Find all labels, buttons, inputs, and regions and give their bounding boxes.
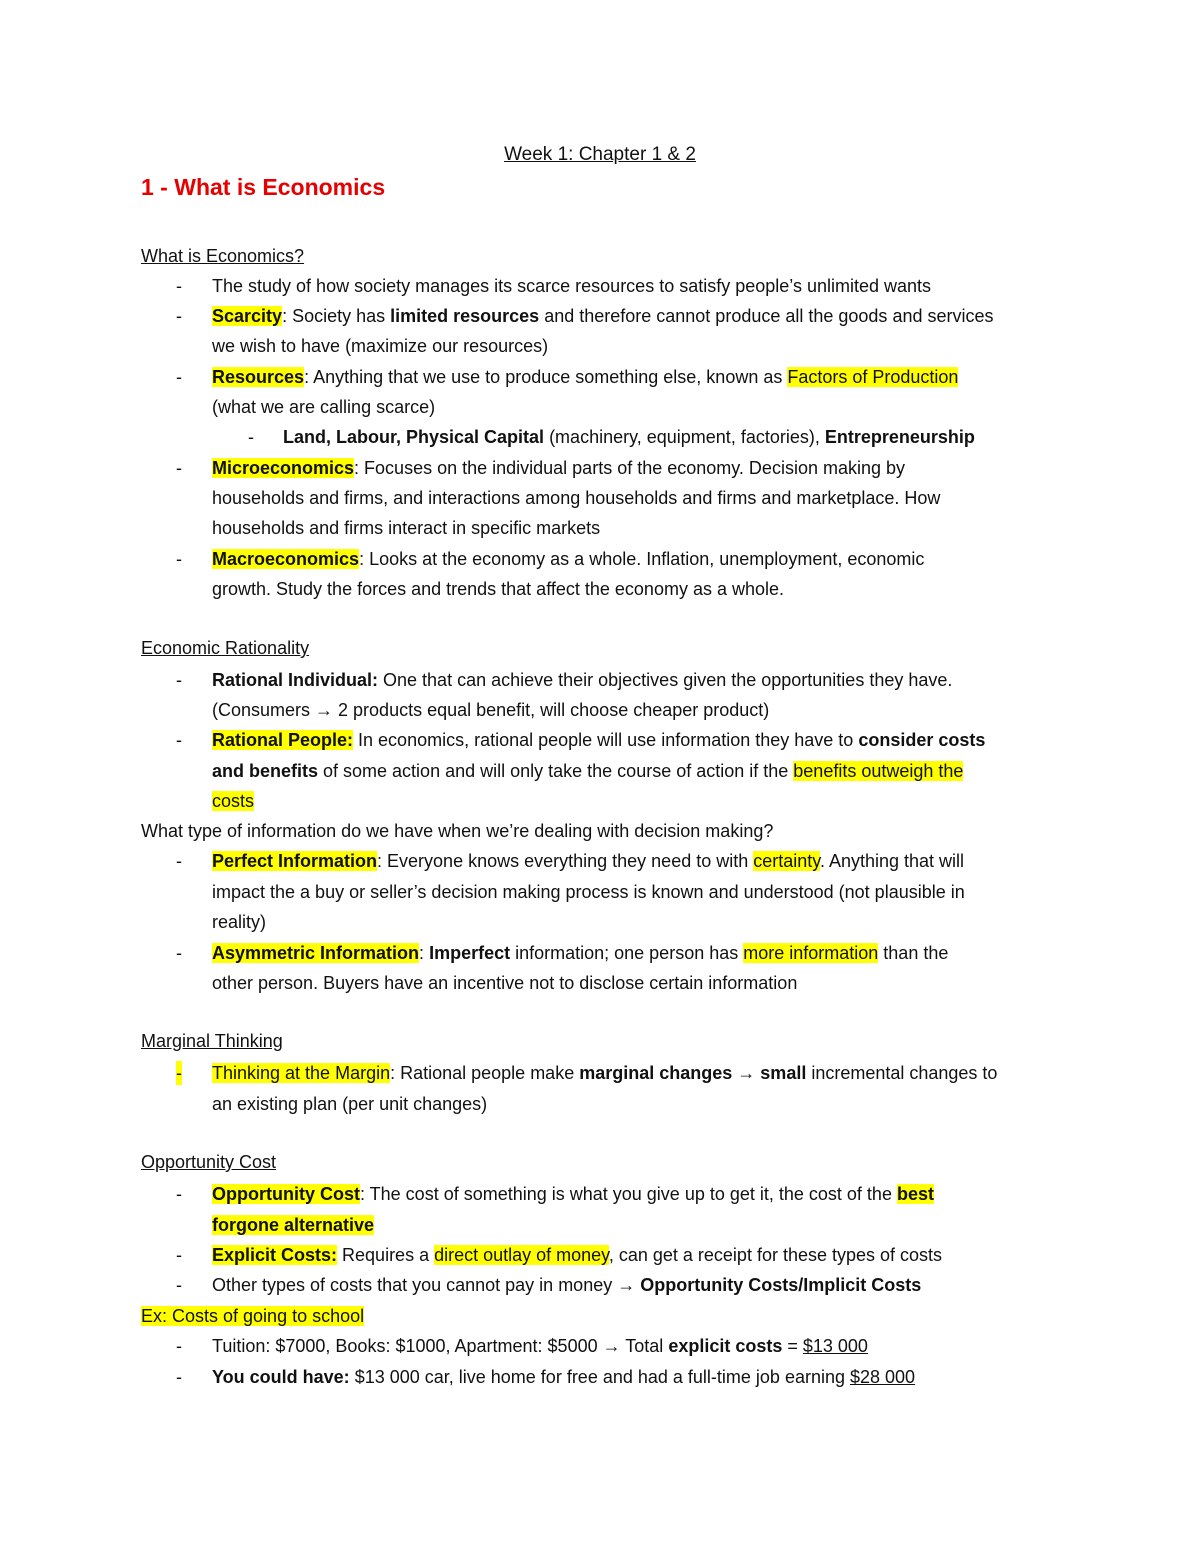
definition-opportunity-cost — [212, 1182, 934, 1206]
text: → — [732, 1063, 761, 1083]
text: = — [782, 1336, 803, 1356]
definition-thinking-at-margin — [212, 1061, 997, 1085]
definition-implicit-costs — [212, 1273, 921, 1297]
term-scarcity: Scarcity — [212, 306, 283, 326]
definition-microeconomics — [212, 456, 905, 480]
highlight-costs: costs — [212, 791, 255, 811]
text: $13 000 car, live home for free and had a full-time job earning — [349, 1367, 850, 1387]
section-heading-marginal-thinking: Marginal Thinking — [141, 1031, 283, 1051]
definition-perfect-information — [212, 849, 964, 873]
term-resources: Resources — [212, 367, 305, 387]
example-heading — [141, 1304, 364, 1328]
definition-rational-people-cont — [212, 759, 963, 783]
section-heading-opportunity-cost: Opportunity Cost — [141, 1152, 277, 1172]
definition-perfect-information-cont: reality) — [212, 912, 267, 932]
text: : Looks at the economy as a whole. Inflation, unemployment, economic — [359, 549, 925, 569]
text: Requires a — [337, 1245, 435, 1265]
bold-text: Opportunity Costs/Implicit Costs — [640, 1275, 922, 1295]
bullet-dash: - — [176, 943, 182, 963]
definition-microeconomics-cont: households and firms, and interactions among households and firms and marketplace. How — [212, 488, 941, 508]
bullet-dash: - — [176, 1184, 182, 1204]
definition-scarcity-cont: we wish to have (maximize our resources) — [212, 336, 549, 356]
sub-bullet-dash: - — [248, 427, 254, 447]
highlight-forgone-alternative: forgone alternative — [212, 1215, 375, 1235]
definition-opportunity-cost-cont — [212, 1213, 374, 1237]
information-question: What type of information do we have when we’re dealing with decision making? — [141, 821, 774, 841]
text: . Anything that will — [819, 851, 965, 871]
factors-list — [283, 425, 975, 449]
definition-microeconomics-cont: households and firms interact in specific markets — [212, 518, 601, 538]
text: , can get a receipt for these types of costs — [608, 1245, 943, 1265]
text: than the — [878, 943, 949, 963]
bullet-dash: - — [176, 1275, 182, 1295]
text: incremental changes to — [806, 1063, 998, 1083]
chapter-heading: 1 - What is Economics — [141, 174, 386, 200]
highlight-factors-of-production: Factors of Production — [787, 367, 959, 387]
highlight-best: best — [896, 1184, 934, 1204]
term-thinking-at-margin: Thinking at the Margin — [212, 1063, 391, 1083]
bullet-dash: - — [176, 851, 182, 871]
bullet-dash: - — [176, 1245, 182, 1265]
highlight-more-information: more information — [743, 943, 879, 963]
highlight-direct-outlay: direct outlay of money — [434, 1245, 609, 1265]
text: : Rational people make — [390, 1063, 580, 1083]
definition-thinking-at-margin-cont: an existing plan (per unit changes) — [212, 1094, 488, 1114]
text: : Focuses on the individual parts of the economy. Decision making by — [354, 458, 905, 478]
bold-text: Land, Labour, Physical Capital — [283, 427, 545, 447]
text: In economics, rational people will use information they have to — [353, 730, 859, 750]
definition-perfect-information-cont: impact the a buy or seller’s decision making process is known and understood (not plausible in — [212, 882, 965, 902]
definition-explicit-costs — [212, 1243, 942, 1267]
term-perfect-information: Perfect Information — [212, 851, 378, 871]
text: of some action and will only take the course of action if the — [318, 761, 794, 781]
section-heading-economic-rationality: Economic Rationality — [141, 638, 310, 658]
bullet-dash: - — [176, 1336, 182, 1356]
bold-text: small — [760, 1063, 807, 1083]
bullet-dash: - — [176, 458, 182, 478]
definition-economics: The study of how society manages its scarce resources to satisfy people’s unlimited wants — [212, 276, 932, 296]
text: Other types of costs that you cannot pay in money → — [212, 1275, 641, 1295]
term-opportunity-cost: Opportunity Cost — [212, 1184, 360, 1204]
definition-rational-people-cont — [212, 789, 254, 813]
bullet-dash: - — [176, 1063, 182, 1083]
underlined-amount: $13 000 — [802, 1336, 868, 1356]
document-title: Week 1: Chapter 1 & 2 — [504, 144, 696, 165]
bold-text: You could have: — [212, 1367, 350, 1387]
bullet-dash: - — [176, 730, 182, 750]
highlight-benefits-outweigh: benefits outweigh the — [793, 761, 964, 781]
term-rational-individual: Rational Individual: — [212, 670, 379, 690]
text: information; one person has — [510, 943, 744, 963]
definition-macroeconomics-cont: growth. Study the forces and trends that affect the economy as a whole. — [212, 579, 785, 599]
definition-asymmetric-information — [212, 941, 948, 965]
example-could-have — [212, 1365, 915, 1389]
definition-scarcity — [212, 304, 994, 328]
text: (machinery, equipment, factories), — [544, 427, 825, 447]
bold-text: marginal changes — [579, 1063, 733, 1083]
bold-text: consider costs — [858, 730, 986, 750]
definition-asymmetric-information-cont: other person. Buyers have an incentive not to disclose certain information — [212, 973, 798, 993]
definition-resources — [212, 365, 958, 389]
section-heading-what-is-economics: What is Economics? — [141, 246, 305, 266]
bullet-dash: - — [176, 1367, 182, 1387]
definition-resources-cont: (what we are calling scarce) — [212, 397, 436, 417]
example-tuition — [212, 1334, 868, 1358]
bold-text: and benefits — [212, 761, 319, 781]
bullet-dash: - — [176, 276, 182, 296]
term-macroeconomics: Macroeconomics — [212, 549, 360, 569]
bullet-dash: - — [176, 549, 182, 569]
definition-rational-people — [212, 728, 985, 752]
bold-text: Entrepreneurship — [824, 427, 975, 447]
text: : — [419, 943, 430, 963]
bold-text: explicit costs — [668, 1336, 783, 1356]
bullet-dash: - — [176, 670, 182, 690]
bullet-dash: - — [176, 367, 182, 387]
text: and therefore cannot produce all the goods and services — [539, 306, 994, 326]
highlight-certainty: certainty — [753, 851, 820, 871]
term-asymmetric-information: Asymmetric Information — [212, 943, 420, 963]
text: : Anything that we use to produce something else, known as — [304, 367, 788, 387]
text: : Everyone knows everything they need to with — [377, 851, 754, 871]
bullet-dash: - — [176, 306, 182, 326]
term-rational-people: Rational People: — [212, 730, 354, 750]
term-microeconomics: Microeconomics — [212, 458, 355, 478]
text: Tuition: $7000, Books: $1000, Apartment: $5000 → Total — [212, 1336, 669, 1356]
bold-text: limited resources — [390, 306, 540, 326]
text: : Society has — [282, 306, 391, 326]
text: : The cost of something is what you give up to get it, the cost of the — [359, 1184, 897, 1204]
underlined-amount: $28 000 — [850, 1367, 916, 1387]
term-explicit-costs: Explicit Costs: — [212, 1245, 338, 1265]
definition-rational-individual-cont: (Consumers → 2 products equal benefit, will choose cheaper product) — [212, 700, 770, 720]
highlight-example: Ex: Costs of going to school — [141, 1306, 365, 1326]
definition-rational-individual — [212, 668, 952, 692]
text: One that can achieve their objectives given the opportunities they have. — [378, 670, 953, 690]
definition-macroeconomics — [212, 547, 924, 571]
bold-text: Imperfect — [429, 943, 511, 963]
